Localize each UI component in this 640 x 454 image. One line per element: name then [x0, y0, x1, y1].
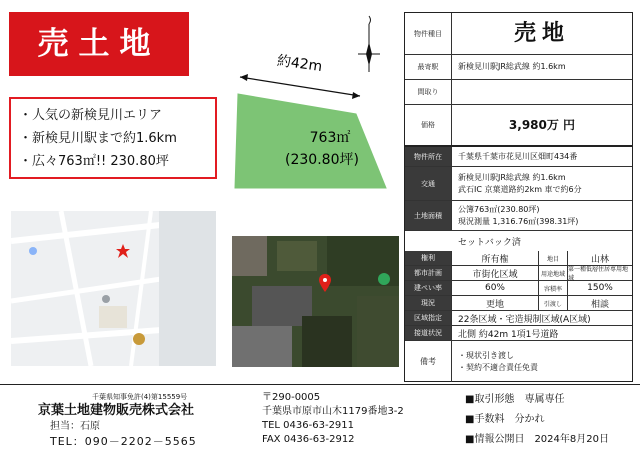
setback-note: セットバック済	[458, 237, 521, 248]
rights-value: 所有権	[481, 254, 509, 265]
row-address	[405, 147, 632, 167]
footer	[0, 384, 640, 454]
zoning-label: 都市計画	[405, 266, 452, 280]
address-value: 千葉県千葉市花見川区畑町434番	[458, 151, 578, 161]
usezone-label: 用途地域	[538, 266, 568, 280]
price-value: 3,980万 円	[508, 118, 576, 132]
company-address: 千葉県市原市山木1179番地3-2	[262, 406, 404, 417]
handover-value: 相談	[590, 299, 609, 310]
chimoku-value: 山林	[590, 254, 609, 265]
area-line-2: 現況測量 1,316.76㎡(398.31坪)	[458, 216, 579, 226]
property-marker-icon	[319, 274, 331, 292]
publish-date: ■情報公開日 2024年8月20日	[465, 434, 609, 445]
area-zone-value: 22条区域・宅造規制区域(A区域)	[458, 314, 591, 325]
type-value: 売地	[513, 20, 570, 46]
company-name: 京葉土地建物販売株式会社	[38, 403, 195, 418]
staff-phone: TEL：090－2202－5565	[50, 435, 197, 448]
address-label: 物件所在	[405, 147, 452, 166]
row-transport	[405, 167, 632, 201]
company-fax: FAX 0436-63-2912	[262, 434, 355, 445]
property-marker-icon	[116, 244, 130, 258]
access-value: 新検見川駅JR総武線 約1.6km	[458, 62, 566, 71]
area-tsubo: (230.80坪)	[285, 152, 359, 168]
remarks-value	[452, 341, 632, 382]
layout-value	[452, 80, 632, 104]
area-sqm: 763㎡	[309, 130, 351, 146]
layout-label: 間取り	[405, 80, 452, 104]
row-remarks	[405, 341, 632, 382]
row-zoning	[405, 266, 632, 281]
area-label: 土地面積	[405, 201, 452, 230]
road-value: 北側 約42m 1項1号道路	[458, 329, 559, 340]
feature-item: ・新検見川駅まで約1.6km	[19, 131, 177, 146]
brokerage-fee: ■手数料 分かれ	[465, 414, 545, 425]
company-tel: TEL 0436-63-2911	[262, 420, 355, 431]
location-map	[11, 211, 216, 366]
status-value: 更地	[485, 299, 504, 310]
license-number: 千葉県知事免許(4)第15559号	[92, 393, 188, 401]
feature-item: ・広々763㎡!! 230.80坪	[19, 154, 169, 169]
row-area	[405, 201, 632, 231]
arrow-head-left	[240, 74, 248, 81]
handover-label: 引渡し	[538, 296, 568, 310]
staff-name: 担当：石原	[50, 421, 100, 432]
remarks-line-1: ・現状引き渡し	[458, 350, 514, 360]
row-setback	[405, 231, 632, 251]
far-label: 容積率	[538, 281, 568, 295]
transport-value	[452, 167, 632, 200]
far-value: 150%	[587, 283, 613, 293]
zoning-value: 市街化区域	[472, 269, 518, 280]
frontage-arrow	[240, 77, 360, 96]
row-area-zone	[405, 311, 632, 326]
feature-item: ・人気の新検見川エリア	[19, 108, 163, 123]
north-arrow-icon	[352, 14, 386, 74]
row-access	[405, 55, 632, 80]
aerial-photo	[232, 236, 399, 367]
road-label: 接道状況	[405, 326, 452, 340]
transaction-type: ■取引形態 専属専任	[465, 394, 565, 405]
row-road	[405, 326, 632, 341]
row-layout	[405, 80, 632, 105]
transport-line-1: 新検見川駅JR総武線 約1.6km	[458, 172, 566, 182]
transport-label: 交通	[405, 167, 452, 200]
row-price	[405, 105, 632, 147]
transport-line-2: 武石IC 京葉道路約2km 車で約6分	[458, 184, 582, 194]
property-info-table	[404, 12, 633, 382]
chimoku-label: 地目	[538, 251, 568, 265]
feature-list	[9, 97, 217, 179]
arrow-head-right	[352, 92, 360, 99]
remarks-label: 備考	[405, 341, 452, 382]
bcr-value: 60%	[484, 283, 505, 293]
area-value	[452, 201, 632, 230]
price-label: 価格	[405, 105, 452, 145]
row-status	[405, 296, 632, 311]
row-type	[405, 13, 632, 55]
remarks-line-2: ・契約不適合責任免責	[458, 362, 538, 372]
frontage-label: 約42m	[275, 52, 324, 76]
usezone-value: 第一種低層住居専用地域	[568, 266, 629, 282]
area-line-1: 公簿763㎡(230.80坪)	[458, 204, 540, 214]
row-ratios	[405, 281, 632, 296]
status-label: 現況	[405, 296, 452, 310]
rights-label: 権利	[405, 251, 452, 265]
type-label: 物件種目	[405, 13, 452, 54]
area-zone-label: 区域指定	[405, 311, 452, 325]
bcr-label: 建ぺい率	[405, 281, 452, 295]
access-label: 最寄駅	[405, 55, 452, 79]
sale-banner: 売土地	[9, 12, 189, 76]
postal-code: 〒290-0005	[262, 392, 321, 403]
